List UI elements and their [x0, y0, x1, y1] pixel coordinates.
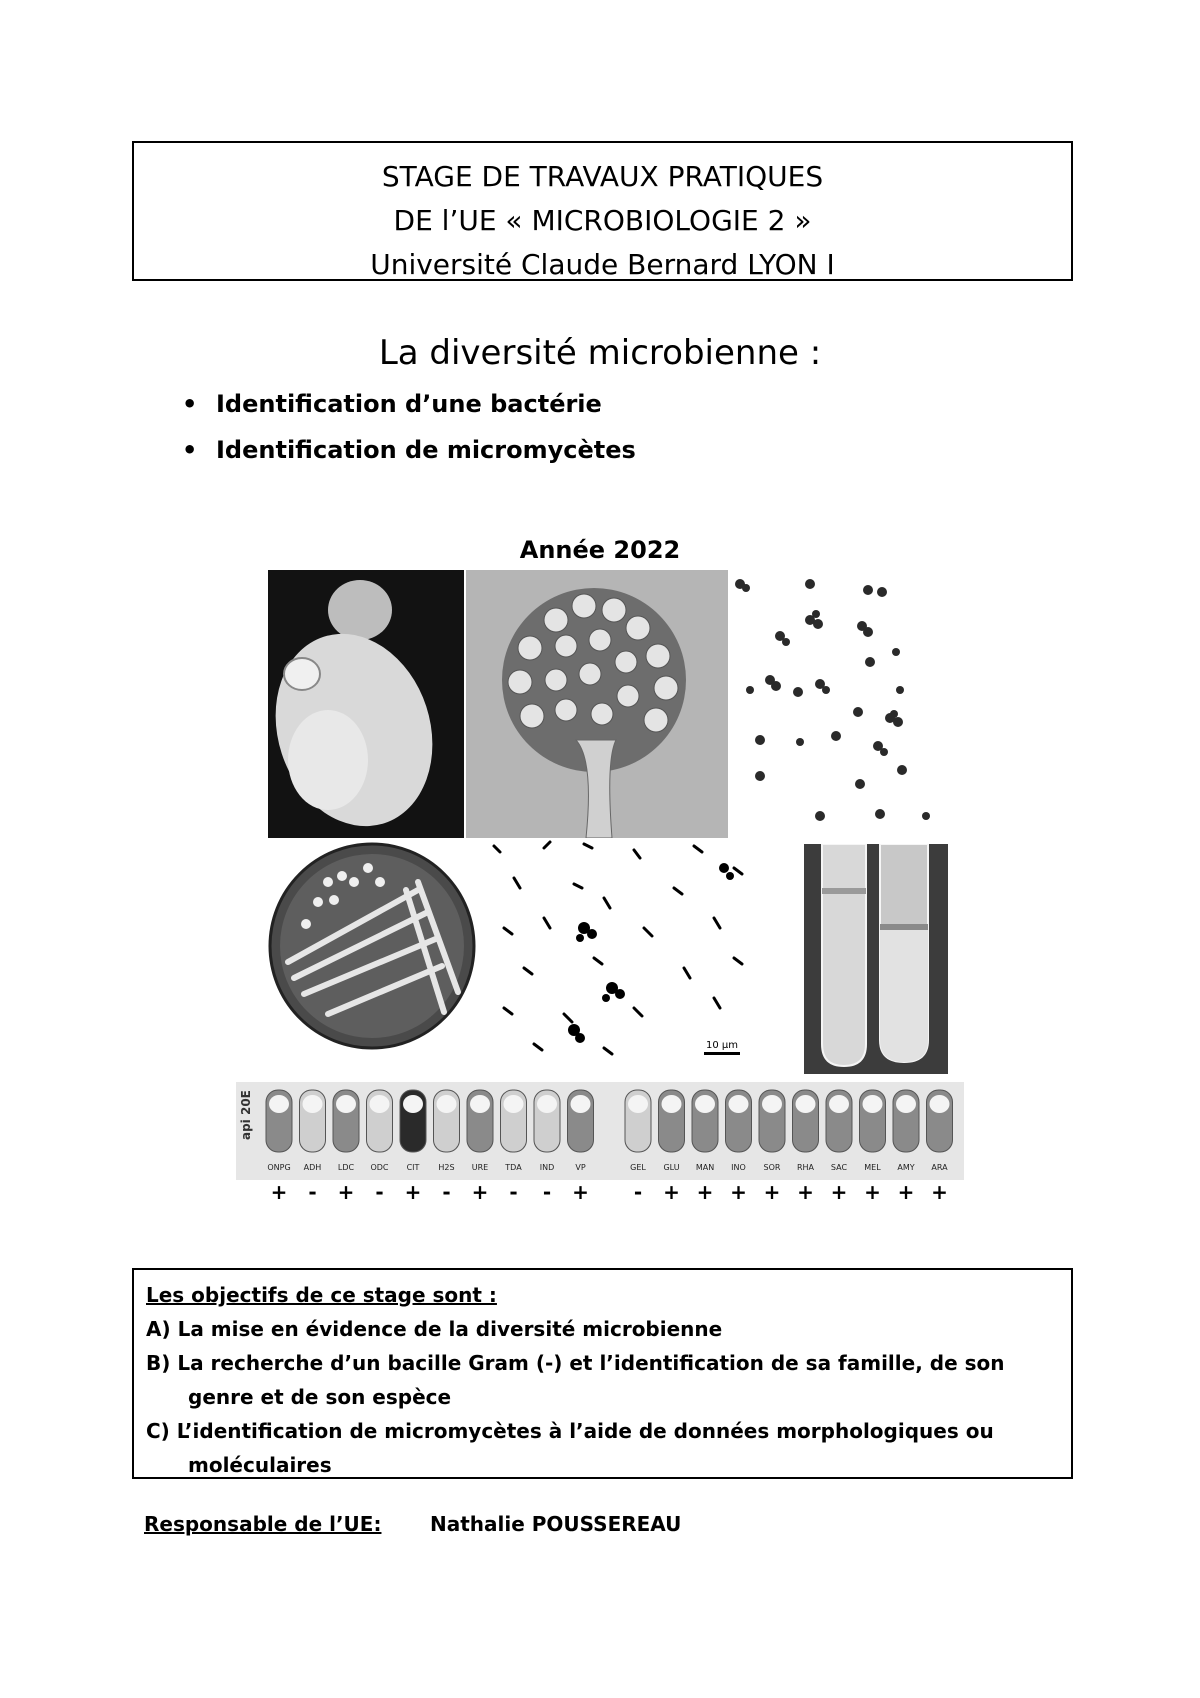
- api-result-sign: +: [337, 1180, 355, 1204]
- objective-item-b: B) La recherche d’un bacille Gram (-) et l’identification de sa famille, de son: [146, 1351, 1005, 1375]
- api-test-label: URE: [471, 1163, 489, 1172]
- bullet-item: [180, 381, 636, 427]
- bullet-item: [180, 427, 636, 473]
- api-cupule: [266, 1090, 292, 1152]
- api-test-label: MAN: [695, 1163, 715, 1172]
- cocci-micrograph-image: [730, 570, 940, 838]
- api-cupule: [793, 1090, 819, 1152]
- api-cupule: [759, 1090, 785, 1152]
- api-test-label: GLU: [663, 1163, 680, 1172]
- api-test-label: ADH: [303, 1163, 322, 1172]
- petri-dish-image: [258, 842, 483, 1052]
- objective-item-a: A) La mise en évidence de la diversité microbienne: [146, 1317, 723, 1341]
- api-test-label: RHA: [796, 1163, 815, 1172]
- api-cupule: [860, 1090, 886, 1152]
- api-cupule: [400, 1090, 426, 1152]
- api-results-row: [272, 1180, 952, 1210]
- api-test-label: INO: [731, 1163, 746, 1172]
- api-test-label: MEL: [864, 1163, 881, 1172]
- api-test-label: CIT: [406, 1163, 420, 1172]
- api-cupule: [534, 1090, 560, 1152]
- header-line-3: Université Claude Bernard LYON I: [370, 248, 835, 281]
- api-cupule: [300, 1090, 326, 1152]
- api-result-sign: -: [633, 1180, 643, 1204]
- objective-item-b-cont: genre et de son espèce: [188, 1385, 452, 1409]
- api-result-sign: +: [830, 1180, 848, 1204]
- api-test-label: AMY: [897, 1163, 915, 1172]
- api-test-label: GEL: [630, 1163, 646, 1172]
- bullet-text: Identification d’une bactérie: [216, 390, 602, 418]
- api-cupule: [826, 1090, 852, 1152]
- api-test-label: H2S: [438, 1163, 455, 1172]
- api-result-sign: -: [509, 1180, 518, 1204]
- header-line-2: DE l’UE « MICROBIOLOGIE 2 »: [393, 204, 812, 237]
- scale-bar-label: 10 µm: [705, 1040, 739, 1051]
- api-cupule: [692, 1090, 718, 1152]
- api-cupule: [659, 1090, 685, 1152]
- api-result-sign: +: [696, 1180, 714, 1204]
- api-test-label: ONPG: [267, 1163, 291, 1172]
- api-result-sign: +: [897, 1180, 915, 1204]
- yeast-micrograph-image: [268, 570, 464, 838]
- api-cupule: [367, 1090, 393, 1152]
- responsable-name: Nathalie POUSSEREAU: [430, 1512, 682, 1536]
- api-test-label: LDC: [337, 1163, 355, 1172]
- bullet-icon: •: [182, 390, 198, 418]
- api-cupule: [434, 1090, 460, 1152]
- api-test-label: VP: [575, 1163, 586, 1172]
- api-result-sign: +: [730, 1180, 747, 1204]
- api-test-label: SOR: [763, 1163, 781, 1172]
- objectives-title: Les objectifs de ce stage sont :: [146, 1283, 497, 1307]
- api-strip-label: api 20E: [239, 1090, 253, 1140]
- api-test-label: ARA: [931, 1163, 948, 1172]
- bullet-text: Identification de micromycètes: [216, 436, 636, 464]
- bullet-icon: •: [182, 436, 198, 464]
- api-result-sign: +: [270, 1180, 288, 1204]
- api-cupule: [467, 1090, 493, 1152]
- responsable-line: [144, 1512, 682, 1536]
- api-result-sign: +: [931, 1180, 948, 1204]
- api-result-sign: +: [663, 1180, 680, 1204]
- api-cupule: [625, 1090, 651, 1152]
- test-tubes-image: [804, 844, 948, 1074]
- api-result-sign: +: [471, 1180, 489, 1204]
- main-title: La diversité microbienne :: [378, 333, 822, 373]
- api-cupule: [501, 1090, 527, 1152]
- api-20e-strip-image: [236, 1082, 964, 1180]
- api-result-sign: +: [404, 1180, 422, 1204]
- year-label: Année 2022: [519, 536, 681, 564]
- bacilli-micrograph-image: [484, 838, 754, 1066]
- api-result-sign: +: [763, 1180, 781, 1204]
- objectives-box: [132, 1268, 1073, 1479]
- bullet-list: [180, 381, 636, 473]
- objective-item-c-cont: moléculaires: [188, 1453, 332, 1477]
- api-result-sign: -: [308, 1180, 317, 1204]
- api-result-sign: -: [442, 1180, 451, 1204]
- api-cupule: [333, 1090, 359, 1152]
- api-cupule: [568, 1090, 594, 1152]
- api-test-label: ODC: [370, 1163, 389, 1172]
- api-test-label: SAC: [830, 1163, 848, 1172]
- responsable-label: Responsable de l’UE:: [144, 1512, 382, 1536]
- api-result-sign: +: [797, 1180, 814, 1204]
- api-cupule: [726, 1090, 752, 1152]
- api-result-sign: -: [375, 1180, 384, 1204]
- api-test-label: IND: [539, 1163, 555, 1172]
- aspergillus-micrograph-image: [466, 570, 728, 838]
- header-line-1: STAGE DE TRAVAUX PRATIQUES: [381, 160, 824, 193]
- api-cupule: [927, 1090, 953, 1152]
- objective-item-c: C) L’identification de micromycètes à l’aide de données morphologiques ou: [146, 1419, 994, 1443]
- api-result-sign: +: [864, 1180, 881, 1204]
- api-result-sign: +: [572, 1180, 589, 1204]
- api-cupule: [893, 1090, 919, 1152]
- api-result-sign: -: [542, 1180, 552, 1204]
- header-box: [132, 141, 1073, 281]
- api-test-label: TDA: [505, 1163, 522, 1172]
